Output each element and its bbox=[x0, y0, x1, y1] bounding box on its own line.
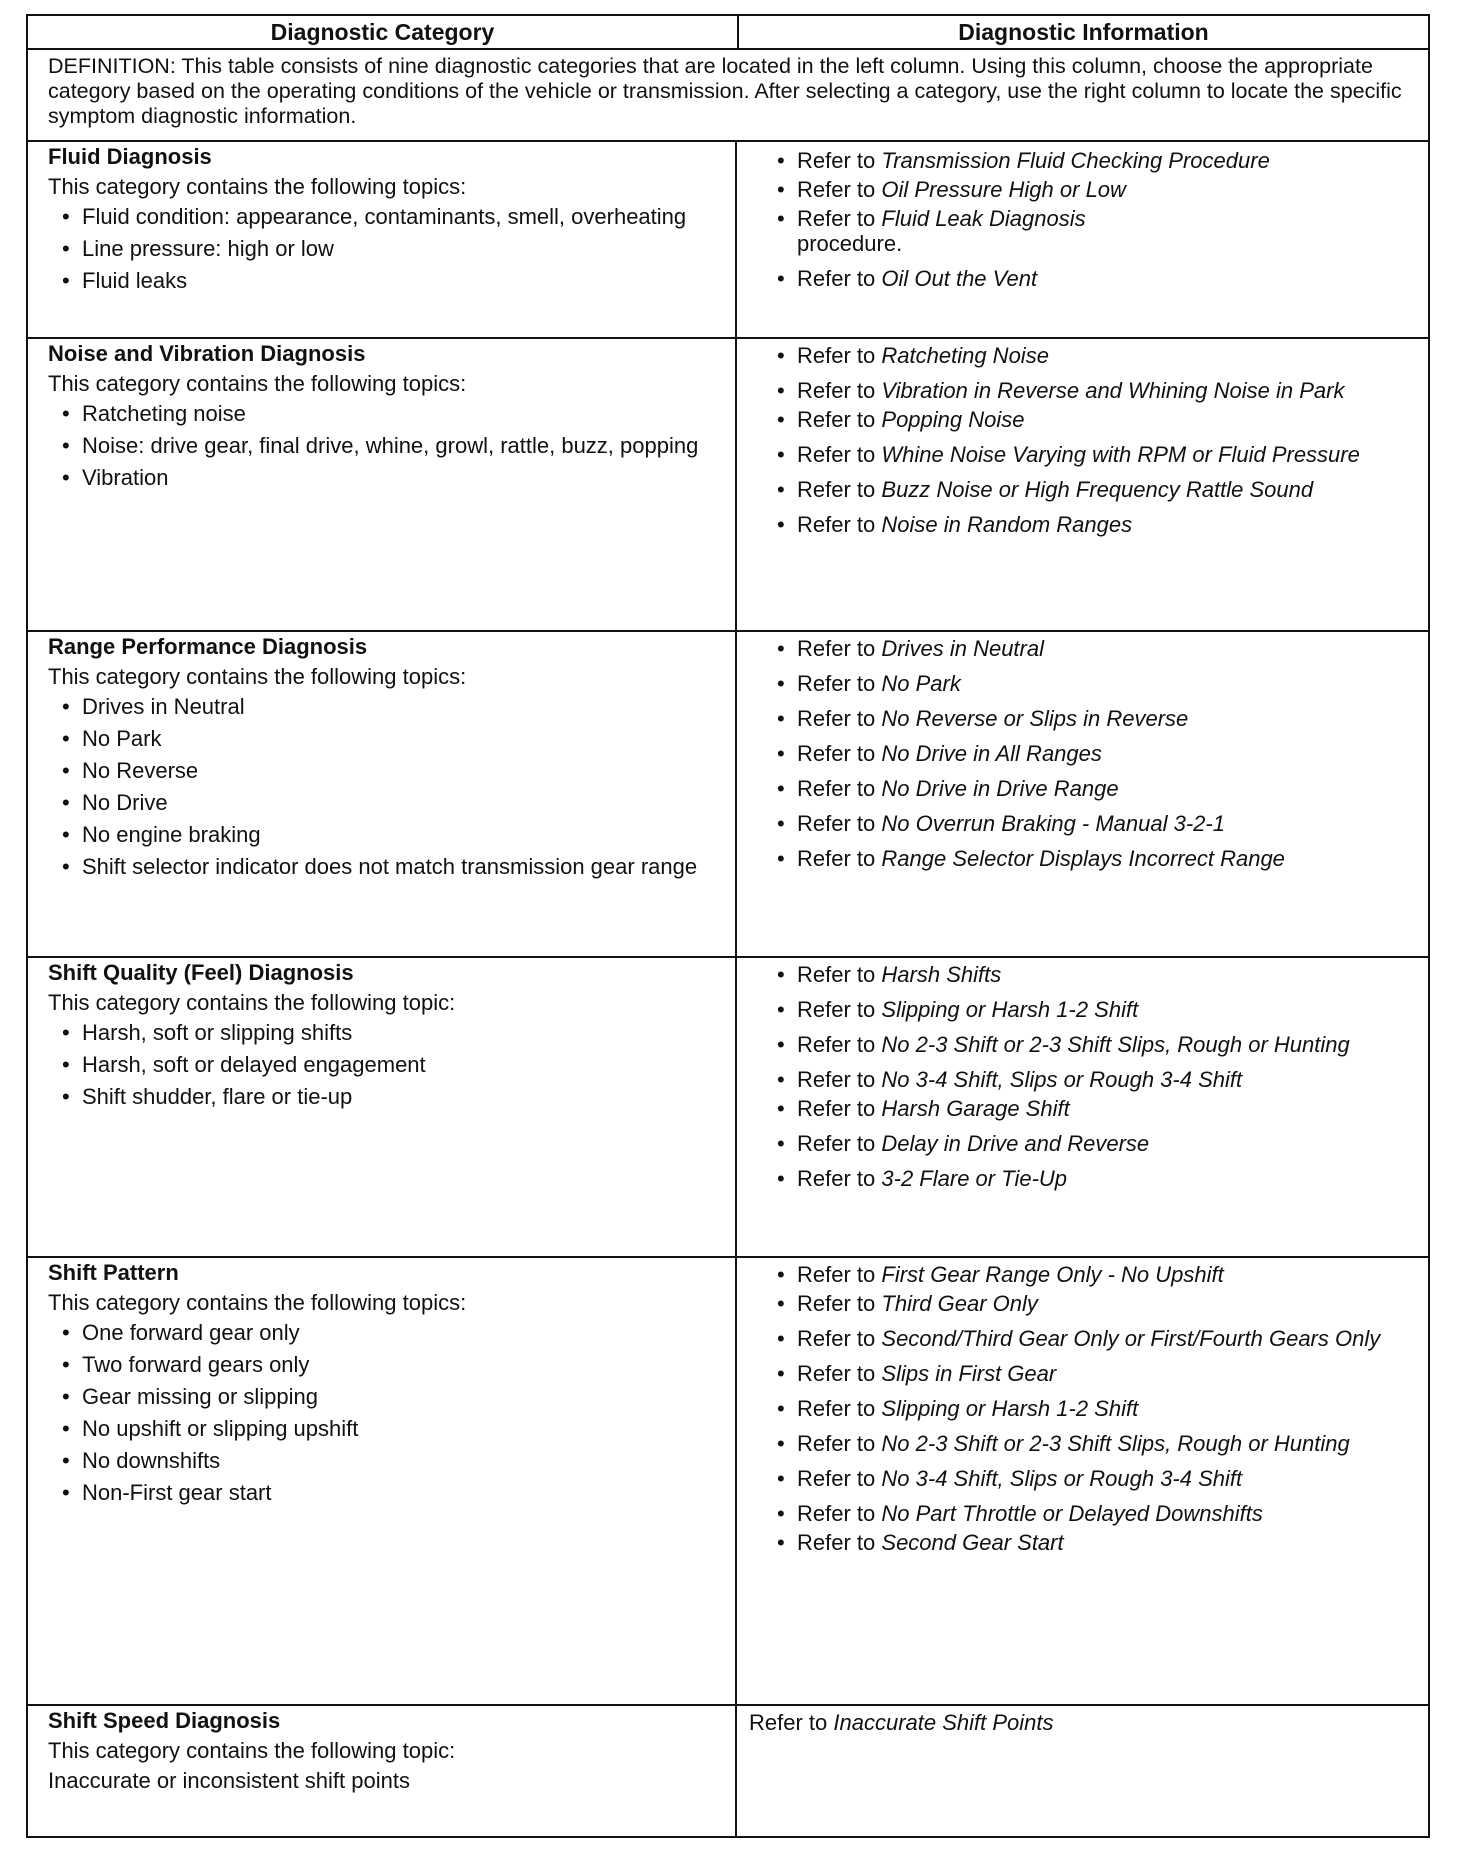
list-item bbox=[771, 1326, 1422, 1351]
ref-prefix: Refer to bbox=[797, 811, 876, 836]
ref-prefix: Refer to bbox=[797, 962, 876, 987]
category-cell bbox=[28, 142, 737, 337]
ref-prefix: Refer to bbox=[797, 477, 876, 502]
ref-link: No Park bbox=[881, 671, 961, 696]
ref-link: No Overrun Braking - Manual 3-2-1 bbox=[881, 811, 1225, 836]
ref-link: Oil Pressure High or Low bbox=[881, 177, 1126, 202]
list-item bbox=[771, 266, 1422, 291]
ref-prefix: Refer to bbox=[797, 378, 876, 403]
ref-prefix: Refer to bbox=[797, 1166, 876, 1191]
list-item bbox=[771, 442, 1422, 467]
ref-link: No 2-3 Shift or 2-3 Shift Slips, Rough or Hunting bbox=[881, 1431, 1350, 1456]
ref-prefix: Refer to bbox=[797, 512, 876, 537]
ref-link: No Drive in Drive Range bbox=[881, 776, 1119, 801]
list-item: • Vibration bbox=[56, 465, 725, 491]
list-item bbox=[771, 1067, 1422, 1092]
diagnostic-table bbox=[26, 14, 1430, 1838]
list-item bbox=[771, 343, 1422, 368]
list-item bbox=[771, 378, 1422, 403]
ref-link: Ratcheting Noise bbox=[881, 343, 1049, 368]
ref-link: First Gear Range Only - No Upshift bbox=[881, 1262, 1224, 1287]
list-item: • No Park bbox=[56, 726, 725, 752]
ref-link: Vibration in Reverse and Whining Noise in Park bbox=[881, 378, 1345, 403]
ref-prefix: Refer to bbox=[797, 636, 876, 661]
info-cell bbox=[737, 958, 1428, 1256]
category-title: Shift Quality (Feel) Diagnosis bbox=[48, 960, 354, 985]
list-item bbox=[771, 1501, 1422, 1526]
ref-prefix: Refer to bbox=[797, 1466, 876, 1491]
list-item: • Shift shudder, flare or tie-up bbox=[56, 1084, 725, 1110]
ref-prefix: Refer to bbox=[797, 846, 876, 871]
list-item: • No Drive bbox=[56, 790, 725, 816]
category-title: Noise and Vibration Diagnosis bbox=[48, 341, 366, 366]
category-title: Fluid Diagnosis bbox=[48, 144, 212, 169]
ref-suffix: procedure. bbox=[797, 231, 903, 256]
ref-link: Harsh Shifts bbox=[881, 962, 1002, 987]
list-item bbox=[771, 477, 1422, 502]
info-cell bbox=[737, 142, 1428, 337]
category-title: Shift Speed Diagnosis bbox=[48, 1708, 281, 1733]
ref-prefix: Refer to bbox=[797, 266, 876, 291]
category-topic: Inaccurate or inconsistent shift points bbox=[48, 1768, 410, 1793]
ref-prefix: Refer to bbox=[797, 1262, 876, 1287]
list-item bbox=[771, 1431, 1422, 1456]
category-intro: This category contains the following topic: bbox=[48, 1738, 456, 1763]
ref-link: Whine Noise Varying with RPM or Fluid Pressure bbox=[881, 442, 1360, 467]
ref-link: Third Gear Only bbox=[881, 1291, 1038, 1316]
list-item bbox=[771, 706, 1422, 731]
ref-link: Popping Noise bbox=[881, 407, 1025, 432]
ref-prefix: Refer to bbox=[797, 442, 876, 467]
ref-prefix: Refer to bbox=[797, 776, 876, 801]
ref-link: Harsh Garage Shift bbox=[881, 1096, 1070, 1121]
list-item bbox=[771, 741, 1422, 766]
ref-link: Transmission Fluid Checking Procedure bbox=[881, 148, 1270, 173]
table-row bbox=[28, 632, 1428, 958]
table-row bbox=[28, 1258, 1428, 1706]
list-item bbox=[771, 1096, 1422, 1121]
list-item bbox=[771, 811, 1422, 836]
category-cell bbox=[28, 1258, 737, 1704]
ref-link: No 3-4 Shift, Slips or Rough 3-4 Shift bbox=[881, 1466, 1243, 1491]
ref-prefix: Refer to bbox=[797, 148, 876, 173]
ref-link: No Reverse or Slips in Reverse bbox=[881, 706, 1189, 731]
list-item bbox=[771, 1262, 1422, 1287]
ref-prefix: Refer to bbox=[797, 1396, 876, 1421]
list-item bbox=[771, 997, 1422, 1022]
list-item: • Harsh, soft or slipping shifts bbox=[56, 1020, 725, 1046]
definition-text: DEFINITION: This table consists of nine diagnostic categories that are located in the left column. Using this column, choose the appropriate category based on the operating conditions of the vehicle or transmission. After selecting a category, use the right column to locate the specific symptom diagnostic information. bbox=[28, 50, 1428, 142]
list-item bbox=[771, 1166, 1422, 1191]
ref-prefix: Refer to bbox=[797, 206, 876, 231]
ref-prefix: Refer to bbox=[797, 407, 876, 432]
list-item: • No downshifts bbox=[56, 1448, 725, 1474]
list-item bbox=[771, 1291, 1422, 1316]
category-cell bbox=[28, 339, 737, 630]
list-item: • No engine braking bbox=[56, 822, 725, 848]
list-item: • Ratcheting noise bbox=[56, 401, 725, 427]
list-item bbox=[771, 962, 1422, 987]
ref-link: No 3-4 Shift, Slips or Rough 3-4 Shift bbox=[881, 1067, 1243, 1092]
list-item bbox=[771, 846, 1422, 871]
list-item bbox=[771, 512, 1422, 537]
ref-prefix: Refer to bbox=[797, 1501, 876, 1526]
list-item bbox=[771, 636, 1422, 661]
ref-prefix: Refer to bbox=[797, 671, 876, 696]
table-row bbox=[28, 958, 1428, 1258]
list-item: • Two forward gears only bbox=[56, 1352, 725, 1378]
ref-link: Drives in Neutral bbox=[881, 636, 1044, 661]
list-item bbox=[771, 1361, 1422, 1386]
info-cell bbox=[737, 1258, 1428, 1704]
list-item bbox=[771, 671, 1422, 696]
category-title: Shift Pattern bbox=[48, 1260, 179, 1285]
ref-prefix: Refer to bbox=[797, 1291, 876, 1316]
category-title: Range Performance Diagnosis bbox=[48, 634, 368, 659]
ref-prefix: Refer to bbox=[797, 343, 876, 368]
ref-prefix: Refer to bbox=[749, 1710, 828, 1735]
list-item: • Drives in Neutral bbox=[56, 694, 725, 720]
ref-prefix: Refer to bbox=[797, 1530, 876, 1555]
list-item: • Noise: drive gear, final drive, whine, growl, rattle, buzz, popping bbox=[56, 433, 725, 459]
ref-link: Fluid Leak Diagnosis bbox=[881, 206, 1086, 231]
table-header bbox=[28, 16, 1428, 50]
ref-prefix: Refer to bbox=[797, 706, 876, 731]
list-item: • Shift selector indicator does not match transmission gear range bbox=[56, 854, 725, 880]
list-item: • No Reverse bbox=[56, 758, 725, 784]
ref-prefix: Refer to bbox=[797, 1431, 876, 1456]
ref-link: Slips in First Gear bbox=[881, 1361, 1057, 1386]
list-item: • Fluid condition: appearance, contaminants, smell, overheating bbox=[56, 204, 725, 230]
category-cell bbox=[28, 958, 737, 1256]
info-cell bbox=[737, 1706, 1428, 1836]
ref-link: No 2-3 Shift or 2-3 Shift Slips, Rough or Hunting bbox=[881, 1032, 1350, 1057]
list-item: • One forward gear only bbox=[56, 1320, 725, 1346]
list-item bbox=[771, 1032, 1422, 1057]
list-item bbox=[771, 1466, 1422, 1491]
ref-prefix: Refer to bbox=[797, 177, 876, 202]
ref-prefix: Refer to bbox=[797, 741, 876, 766]
category-intro: This category contains the following topics: bbox=[48, 371, 467, 396]
list-item: • Gear missing or slipping bbox=[56, 1384, 725, 1410]
table-row bbox=[28, 339, 1428, 632]
ref-link: Slipping or Harsh 1-2 Shift bbox=[881, 997, 1139, 1022]
ref-link: No Drive in All Ranges bbox=[881, 741, 1102, 766]
table-row bbox=[28, 142, 1428, 339]
category-cell bbox=[28, 632, 737, 956]
header-diagnostic-information: Diagnostic Information bbox=[958, 18, 1209, 45]
category-intro: This category contains the following topics: bbox=[48, 1290, 467, 1315]
ref-prefix: Refer to bbox=[797, 1361, 876, 1386]
ref-link: Slipping or Harsh 1-2 Shift bbox=[881, 1396, 1139, 1421]
list-item bbox=[771, 1396, 1422, 1421]
table-row bbox=[28, 1706, 1428, 1836]
list-item bbox=[771, 407, 1422, 432]
category-cell bbox=[28, 1706, 737, 1836]
ref-link: Noise in Random Ranges bbox=[881, 512, 1133, 537]
ref-link: Inaccurate Shift Points bbox=[833, 1710, 1054, 1735]
info-cell bbox=[737, 339, 1428, 630]
ref-prefix: Refer to bbox=[797, 997, 876, 1022]
ref-link: Range Selector Displays Incorrect Range bbox=[881, 846, 1285, 871]
ref-prefix: Refer to bbox=[797, 1131, 876, 1156]
category-intro: This category contains the following topics: bbox=[48, 664, 467, 689]
ref-link: Second/Third Gear Only or First/Fourth Gears Only bbox=[881, 1326, 1381, 1351]
list-item: • Non-First gear start bbox=[56, 1480, 725, 1506]
list-item bbox=[749, 1710, 1422, 1735]
list-item: • Fluid leaks bbox=[56, 268, 725, 294]
list-item: • No upshift or slipping upshift bbox=[56, 1416, 725, 1442]
ref-prefix: Refer to bbox=[797, 1096, 876, 1121]
info-cell bbox=[737, 632, 1428, 956]
list-item bbox=[771, 1131, 1422, 1156]
category-intro: This category contains the following topics: bbox=[48, 174, 467, 199]
list-item bbox=[771, 1530, 1422, 1555]
list-item: • Line pressure: high or low bbox=[56, 236, 725, 262]
list-item bbox=[771, 776, 1422, 801]
list-item: • Harsh, soft or delayed engagement bbox=[56, 1052, 725, 1078]
header-diagnostic-category: Diagnostic Category bbox=[28, 16, 739, 48]
ref-link: Delay in Drive and Reverse bbox=[881, 1131, 1150, 1156]
ref-link: Buzz Noise or High Frequency Rattle Sound bbox=[881, 477, 1314, 502]
ref-link: Oil Out the Vent bbox=[881, 266, 1038, 291]
ref-link: No Part Throttle or Delayed Downshifts bbox=[881, 1501, 1263, 1526]
ref-link: Second Gear Start bbox=[881, 1530, 1064, 1555]
ref-prefix: Refer to bbox=[797, 1326, 876, 1351]
ref-link: 3-2 Flare or Tie-Up bbox=[881, 1166, 1068, 1191]
list-item bbox=[771, 148, 1422, 173]
category-intro: This category contains the following topic: bbox=[48, 990, 456, 1015]
ref-prefix: Refer to bbox=[797, 1032, 876, 1057]
list-item bbox=[771, 177, 1422, 202]
ref-prefix: Refer to bbox=[797, 1067, 876, 1092]
list-item bbox=[771, 206, 1422, 256]
